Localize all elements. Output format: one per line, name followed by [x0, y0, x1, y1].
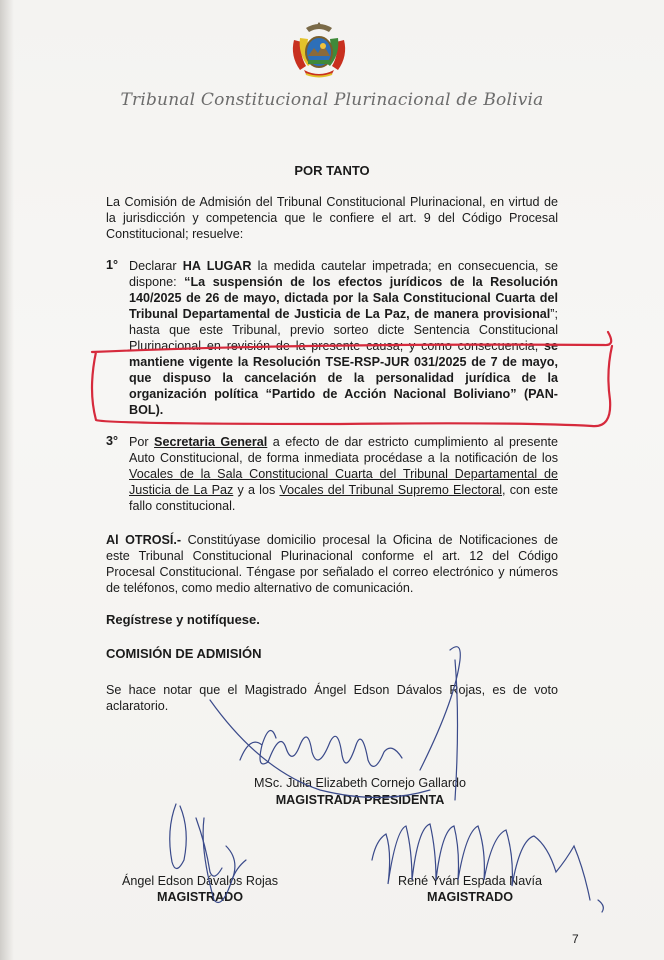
- voto-note: Se hace notar que el Magistrado Ángel Edson Dávalos Rojas, es de voto aclaratorio.: [106, 683, 558, 713]
- president-name: MSc. Julia Elizabeth Cornejo Gallardo: [253, 776, 467, 790]
- item-3-underline-2: Vocales de la Sala Constitucional Cuarta del Tribunal Departamental de Justicia de La Paz: [129, 467, 558, 497]
- item-1-bold-2: “La suspensión de los efectos jurídicos de la Resolución 140/2025 de 26 de mayo, dictada por la Sala Constitucional Cuarta del Tribunal Departamental de Justicia de La Paz, de manera provisional: [129, 275, 558, 321]
- president-title: MAGISTRADA PRESIDENTA: [275, 793, 445, 807]
- item-3-text-1: Por: [129, 435, 155, 449]
- page-number: 7: [572, 932, 579, 946]
- item-1-number: 1°: [106, 258, 119, 272]
- item-3-underline-3: Vocales del Tribunal Supremo Electoral: [279, 483, 503, 497]
- intro-paragraph: La Comisión de Admisión del Tribunal Constitucional Plurinacional, en virtud de la jurisdicción y competencia que le confiere el art. 9 del Código Procesal Constitucional; resuelve:: [106, 195, 558, 241]
- item-1-text-3: ”; hasta que este Tribunal, previo sorteo dicte Sentencia Constitucional Plurinacional en revisión de la presente causa; y como consecuencia,: [129, 307, 558, 353]
- item-1-text-1: Declarar: [129, 259, 183, 273]
- item-1-bold-1: HA LUGAR: [182, 259, 252, 273]
- right-magistrate-name: René Yván Espada Navía: [398, 874, 542, 888]
- item-1-text-2: la medida cautelar impetrada; en consecuencia, se dispone:: [129, 259, 558, 289]
- otrosi-paragraph: [106, 532, 558, 596]
- item-1-bold-3: se mantiene vigente la Resolución TSE-RSP-JUR 031/2025 de 7 de mayo, que dispuso la cancelación de la personalidad jurídica de la organización política “Partido de Acción Nacional Boliviano” (PAN-BOL).: [129, 339, 558, 417]
- page-edge-shadow: [0, 0, 14, 960]
- registrese-line: Regístrese y notifíquese.: [106, 612, 260, 627]
- item-3-paragraph: [129, 434, 558, 514]
- item-3-underline-1: Secretaria General: [154, 435, 268, 449]
- right-magistrate-title: MAGISTRADO: [426, 890, 514, 904]
- section-heading: POR TANTO: [294, 163, 370, 178]
- comision-heading: COMISIÓN DE ADMISIÓN: [106, 646, 262, 661]
- institution-header: Tribunal Constitucional Plurinacional de Bolivia: [120, 90, 544, 110]
- item-3-text-3: y a los: [233, 483, 280, 497]
- left-magistrate-title: MAGISTRADO: [156, 890, 244, 904]
- otrosi-text: Constitúyase domicilio procesal la Oficina de Notificaciones de este Tribunal Constitucional Plurinacional conforme el art. 12 del Código Procesal Constitucional. Téngase por señalado el correo electrónico y números de teléfonos, como medio alternativo de comunicación.: [106, 533, 558, 595]
- item-1-paragraph: [129, 258, 558, 418]
- coat-of-arms-icon: [286, 18, 352, 84]
- item-3-number: 3°: [106, 434, 119, 448]
- left-magistrate-name: Ángel Edson Dávalos Rojas: [121, 874, 279, 888]
- otrosi-label: Al OTROSÍ.-: [106, 533, 182, 547]
- item-3-text-4: , con este fallo constitucional.: [129, 483, 558, 513]
- item-3-text-2: a efecto de dar estricto cumplimiento al presente Auto Constitucional, de forma inmediata procédase a la notificación de los: [129, 435, 558, 465]
